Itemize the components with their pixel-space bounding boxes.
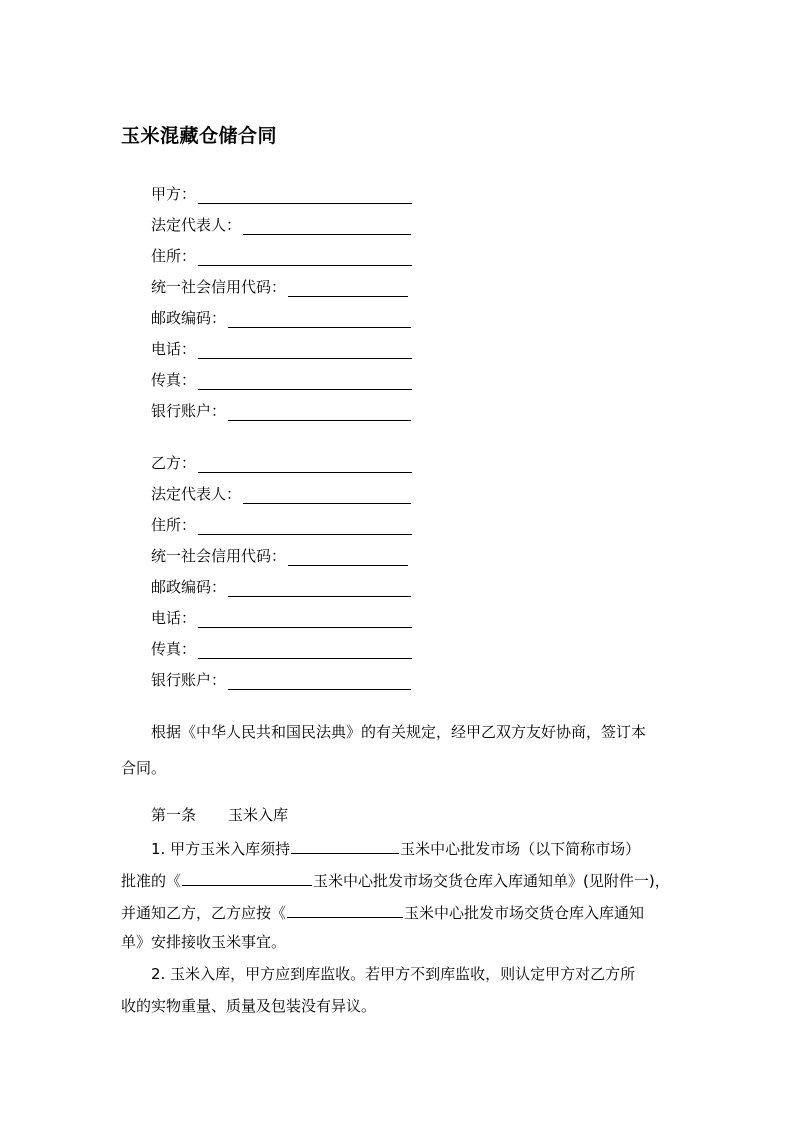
party-a-legal-rep-field — [151, 211, 411, 235]
blank-line — [228, 402, 411, 421]
field-label: 法定代表人： — [151, 485, 242, 503]
field-label: 电话： — [151, 609, 197, 627]
clause-2-line-2: 收的实物重量、质量及包装没有异议。 — [121, 997, 377, 1015]
blank-line — [198, 371, 412, 390]
party-b-legal-rep-field — [151, 480, 411, 504]
party-b-fax-field — [151, 635, 412, 659]
blank-line — [198, 609, 412, 628]
field-label: 邮政编码： — [151, 578, 227, 596]
party-a-fax-field — [151, 366, 412, 390]
field-label: 住所： — [151, 247, 197, 265]
field-label: 电话： — [151, 340, 197, 358]
preamble-line-1: 根据《中华人民共和国民法典》的有关规定，经甲乙双方友好协商，签订本 — [151, 723, 647, 741]
blank-line — [198, 454, 412, 473]
clause-1-line-3 — [121, 901, 644, 923]
clause-text: 并通知乙方，乙方应按《 — [121, 904, 287, 922]
clause-1-line-2 — [121, 869, 670, 891]
blank-line — [198, 185, 412, 204]
blank-line — [287, 901, 403, 918]
preamble-line-2: 合同。 — [121, 759, 167, 777]
clause-text: 玉米中心批发市场交货仓库入库通知单》(见附件一)， — [313, 872, 670, 890]
blank-line — [288, 547, 408, 566]
blank-line — [228, 671, 411, 690]
party-a-name-field — [151, 180, 412, 204]
blank-line — [198, 340, 412, 359]
document-title: 玉米混藏仓储合同 — [121, 125, 278, 147]
blank-line — [198, 640, 412, 659]
clause-text: 1. 甲方玉米入库须持 — [151, 840, 291, 858]
blank-line — [182, 869, 312, 886]
field-label: 传真： — [151, 640, 197, 658]
blank-line — [243, 216, 411, 235]
clause-text: 批准的《 — [121, 872, 182, 890]
party-b-address-field — [151, 511, 412, 535]
blank-line — [198, 247, 412, 266]
field-label: 统一社会信用代码： — [151, 278, 287, 296]
article-title: 玉米入库 — [228, 806, 289, 824]
blank-line — [243, 485, 411, 504]
clause-text: 玉米中心批发市场（以下简称市场） — [400, 840, 641, 858]
party-a-postcode-field — [151, 304, 411, 328]
blank-line — [228, 309, 411, 328]
clause-text: 玉米中心批发市场交货仓库入库通知 — [404, 904, 645, 922]
party-b-phone-field — [151, 604, 412, 628]
article-1-heading — [151, 805, 288, 825]
party-a-address-field — [151, 242, 412, 266]
party-b-name-field — [151, 449, 412, 473]
field-label: 住所： — [151, 516, 197, 534]
field-label: 传真： — [151, 371, 197, 389]
article-number: 第一条 — [151, 806, 197, 824]
clause-1-line-4: 单》安排接收玉米事宜。 — [121, 933, 287, 951]
party-b-bank-account-field — [151, 666, 411, 690]
blank-line — [198, 516, 412, 535]
field-label: 甲方： — [151, 185, 197, 203]
party-b-credit-code-field — [151, 542, 408, 566]
field-label: 邮政编码： — [151, 309, 227, 327]
party-a-phone-field — [151, 335, 412, 359]
clause-1-line-1 — [151, 837, 640, 859]
party-a-credit-code-field — [151, 273, 408, 297]
field-label: 银行账户： — [151, 671, 227, 689]
blank-line — [228, 578, 411, 597]
blank-line — [291, 837, 399, 854]
field-label: 银行账户： — [151, 402, 227, 420]
field-label: 法定代表人： — [151, 216, 242, 234]
blank-line — [288, 278, 408, 297]
clause-2-line-1: 2. 玉米入库，甲方应到库监收。若甲方不到库监收，则认定甲方对乙方所 — [151, 965, 636, 983]
field-label: 乙方： — [151, 454, 197, 472]
field-label: 统一社会信用代码： — [151, 547, 287, 565]
party-a-bank-account-field — [151, 397, 411, 421]
party-b-postcode-field — [151, 573, 411, 597]
